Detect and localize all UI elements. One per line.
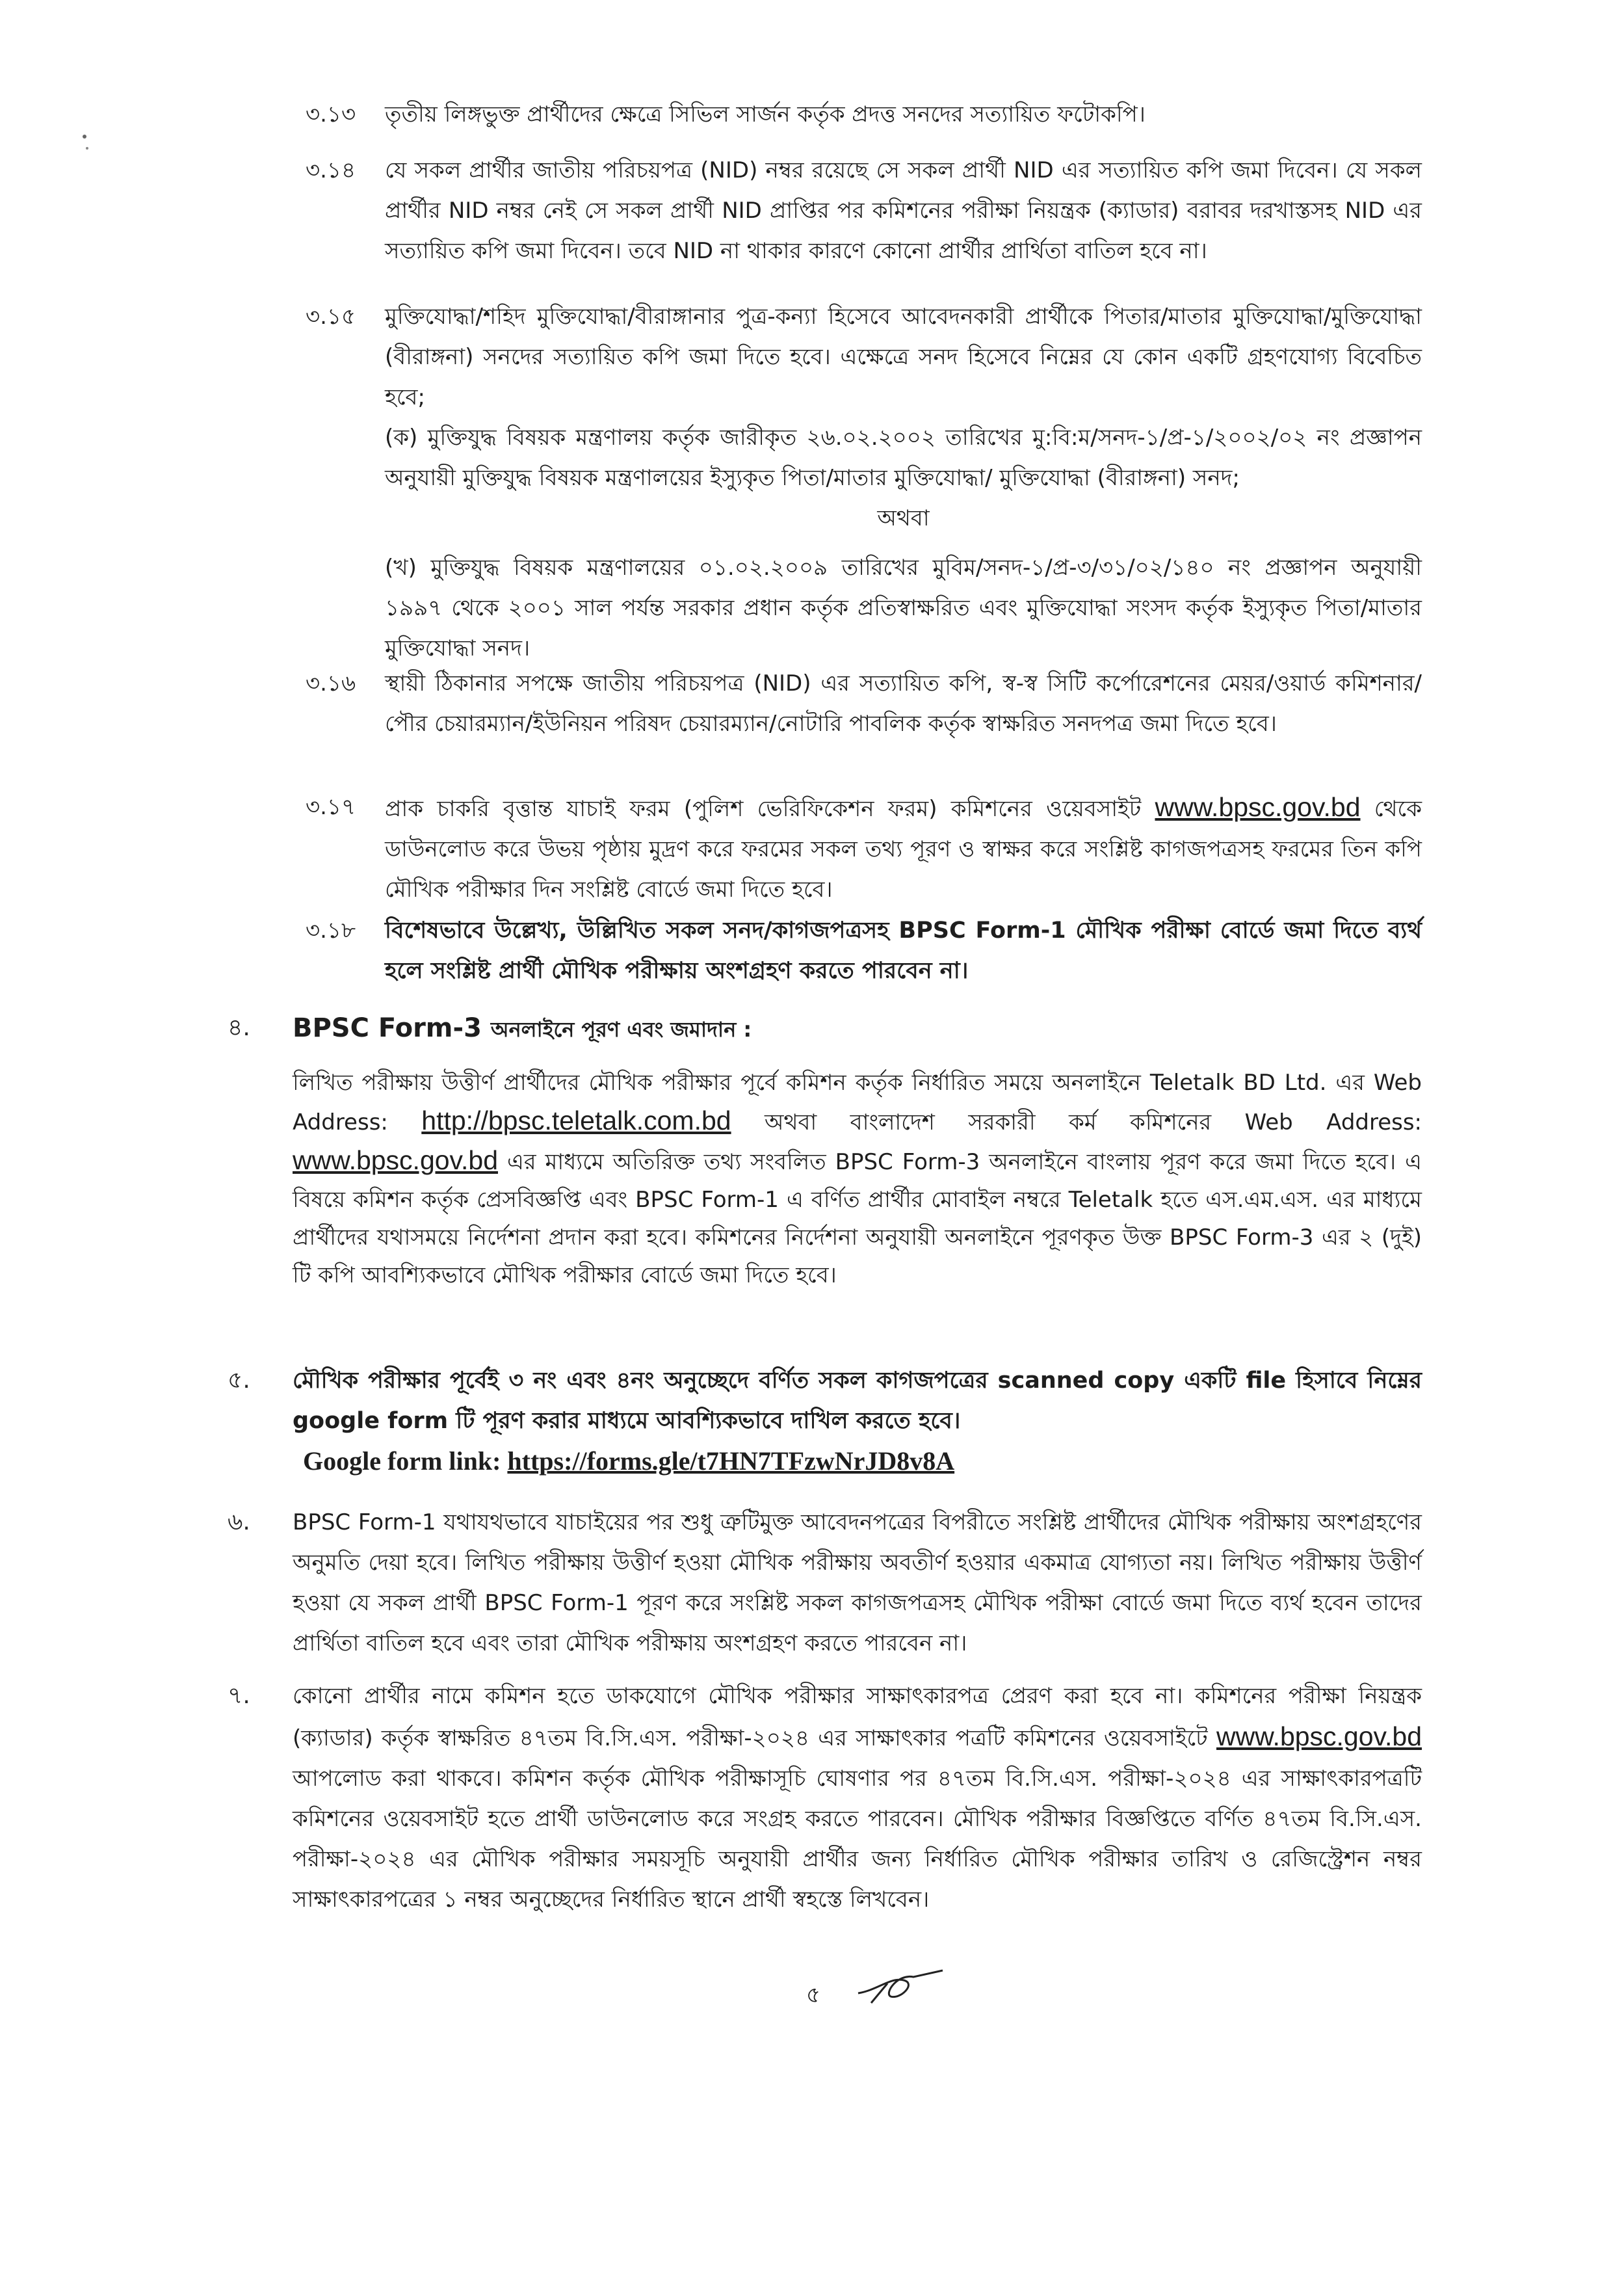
clause-sub-a: (ক) মুক্তিযুদ্ধ বিষয়ক মন্ত্রণালয় কর্তৃক জারীকৃত ২৬.০২.২০০২ তারিখের মু:বি:ম/সনদ-১/প্র-১/২০০২/০২ নং প্রজ্ঞাপন অনুযায়ী মুক্তিযুদ্ধ বিষয়ক মন্ত্রণালয়ের ইস্যুকৃত পিতা/মাতার মুক্তিযোদ্ধা/ মুক্তিযোদ্ধা (বীরাঙ্গনা) সনদ;	[385, 425, 1422, 491]
section-heading-form: BPSC Form-3	[293, 1013, 482, 1043]
clause-number: ৩.১৩	[306, 101, 356, 127]
section-heading	[293, 1008, 1422, 1050]
scan-specks	[65, 72, 104, 189]
clause-number: ৩.১৪	[306, 157, 356, 183]
section-heading-text: অনলাইনে পূরণ এবং জমাদান :	[490, 1017, 752, 1042]
google-form-line	[293, 1441, 1422, 1481]
section-7-text-block	[293, 1676, 1422, 1920]
section-4-paragraph	[293, 1064, 1422, 1294]
section-5-text-block	[293, 1360, 1422, 1481]
paragraph-text-end: এর মাধ্যমে অতিরিক্ত তথ্য সংবলিত BPSC Form-3 অনলাইনে বাংলায় পূরণ করে জমা দিতে হবে। এ বিষয়ে কমিশন কর্তৃক প্রেসবিজ্ঞপ্তি এবং BPSC Form-1 এ বর্ণিত প্রার্থীর মোবাইল নম্বরে Teletalk হতে এস.এম.এস. এর মাধ্যমে প্রার্থীদের যথাসময়ে নির্দেশনা প্রদান করা হবে। কমিশনের নির্দেশনা অনুযায়ী অনলাইনে পূরণকৃত উক্ত BPSC Form-3 এর ২ (দুই) টি কপি আবশ্যিকভাবে মৌখিক পরীক্ষার বোর্ডে জমা দিতে হবে।	[293, 1149, 1422, 1288]
page-number: ৫	[806, 1982, 821, 2008]
clause-text-cont: থেকে ডাউনলোড করে উভয় পৃষ্ঠায় মুদ্রণ করে ফরমের সকল তথ্য পূরণ ও স্বাক্ষর করে সংশ্লিষ্ট কাগজপত্রসহ ফরমের তিন কপি মৌখিক পরীক্ষার দিন সংশ্লিষ্ট বোর্ডে জমা দিতে হবে।	[385, 796, 1422, 903]
section-number: ৫.	[228, 1367, 250, 1394]
clause-number: ৩.১৮	[306, 918, 356, 944]
bpsc-link[interactable]: www.bpsc.gov.bd	[1216, 1721, 1422, 1751]
paragraph-text-cont: অথবা বাংলাদেশ সরকারী কর্ম কমিশনের Web Address:	[765, 1109, 1422, 1135]
clause-text: যে সকল প্রার্থীর জাতীয় পরিচয়পত্র (NID) নম্বর রয়েছে সে সকল প্রার্থী NID এর সত্যায়িত কপি জমা দিবেন। যে সকল প্রার্থীর NID নম্বর নেই সে সকল প্রার্থী NID প্রাপ্তির পর কমিশনের পরীক্ষা নিয়ন্ত্রক (ক্যাডার) বরাবর দরখাস্তসহ NID এর সত্যায়িত কপি জমা দিবেন। তবে NID না থাকার কারণে কোনো প্রার্থীর প্রার্থিতা বাতিল হবে না।	[385, 157, 1422, 264]
teletalk-link[interactable]: http://bpsc.teletalk.com.bd	[421, 1106, 731, 1135]
clause-sub-b: (খ) মুক্তিযুদ্ধ বিষয়ক মন্ত্রণালয়ের ০১.০২.২০০৯ তারিখের মুবিম/সনদ-১/প্র-৩/৩১/০২/১৪০ নং প্রজ্ঞাপন অনুযায়ী ১৯৯৭ থেকে ২০০১ সাল পর্যন্ত সরকার প্রধান কর্তৃক প্রতিস্বাক্ষরিত এবং মুক্তিযোদ্ধা সংসদ কর্তৃক ইস্যুকৃত পিতা/মাতার মুক্তিযোদ্ধা সনদ।	[385, 555, 1422, 661]
clause-text: বিশেষভাবে উল্লেখ্য, উল্লিখিত সকল সনদ/কাগজপত্রসহ BPSC Form-1 মৌখিক পরীক্ষা বোর্ডে জমা দিতে ব্যর্থ হলে সংশ্লিষ্ট প্রার্থী মৌখিক পরীক্ষায় অংশগ্রহণ করতে পারবেন না।	[385, 918, 1422, 984]
signature-mark	[852, 1964, 949, 2009]
bpsc-link[interactable]: www.bpsc.gov.bd	[293, 1145, 499, 1175]
section-number: ৪.	[228, 1014, 250, 1041]
clause-number: ৩.১৫	[306, 304, 356, 330]
section-7-text-cont: আপলোড করা থাকবে। কমিশন কর্তৃক মৌখিক পরীক্ষাসূচি ঘোষণার পর ৪৭তম বি.সি.এস. পরীক্ষা-২০২৪ এর সাক্ষাৎকারপত্রটি কমিশনের ওয়েবসাইট হতে প্রার্থী ডাউনলোড করে সংগ্রহ করতে পারবেন। মৌখিক পরীক্ষার বিজ্ঞপ্তিতে বর্ণিত ৪৭তম বি.সি.এস. পরীক্ষা-২০২৪ এর মৌখিক পরীক্ষার সময়সূচি অনুযায়ী প্রার্থীর জন্য নির্ধারিত মৌখিক পরীক্ষার তারিখ ও রেজিস্ট্রেশন নম্বর সাক্ষাৎকারপত্রের ১ নম্বর অনুচ্ছেদের নির্ধারিত স্থানে প্রার্থী স্বহস্তে লিখবেন।	[293, 1766, 1422, 1913]
google-form-link[interactable]: https://forms.gle/t7HN7TFzwNrJD8v8A	[507, 1446, 955, 1476]
clause-text-block	[385, 297, 1422, 669]
clause-number: ৩.১৬	[306, 670, 356, 696]
clause-text: মুক্তিযোদ্ধা/শহিদ মুক্তিযোদ্ধা/বীরাঙ্গানার পুত্র-কন্যা হিসেবে আবেদনকারী প্রার্থীকে পিতার/মাতার মুক্তিযোদ্ধা/মুক্তিযোদ্ধা (বীরাঙ্গনা) সনদের সত্যায়িত কপি জমা দিতে হবে। এক্ষেত্রে সনদ হিসেবে নিম্নের যে কোন একটি গ্রহণযোগ্য বিবেচিত হবে;	[385, 304, 1422, 410]
paragraph-text: লিখিত পরীক্ষায় উত্তীর্ণ প্রার্থীদের মৌখিক পরীক্ষার পূর্বে কমিশন কর্তৃক নির্ধারিত সময়ে অনলাইনে Teletalk BD Ltd. এর Web Address:	[293, 1070, 1422, 1135]
clause-text: প্রাক চাকরি বৃত্তান্ত যাচাই ফরম (পুলিশ ভেরিফিকেশন ফরম) কমিশনের ওয়েবসাইট	[385, 796, 1142, 822]
section-number: ৭.	[228, 1682, 250, 1709]
clause-number: ৩.১৭	[306, 794, 356, 820]
section-5-text: মৌখিক পরীক্ষার পূর্বেই ৩ নং এবং ৪নং অনুচ্ছেদে বর্ণিত সকল কাগজপত্রের scanned copy একটি file হিসাবে নিম্নের google form টি পূরণ করার মাধ্যমে আবশ্যিকভাবে দাখিল করতে হবে।	[293, 1368, 1422, 1434]
clause-text: তৃতীয় লিঙ্গভুক্ত প্রার্থীদের ক্ষেত্রে সিভিল সার্জন কর্তৃক প্রদত্ত সনদের সত্যায়িত ফটোকপি।	[385, 101, 1146, 127]
section-7-text: কোনো প্রার্থীর নামে কমিশন হতে ডাকযোগে মৌখিক পরীক্ষার সাক্ষাৎকারপত্র প্রেরণ করা হবে না। কমিশনের পরীক্ষা নিয়ন্ত্রক (ক্যাডার) কর্তৃক স্বাক্ষরিত ৪৭তম বি.সি.এস. পরীক্ষা-২০২৪ এর সাক্ষাৎকার পত্রটি কমিশনের ওয়েবসাইটে	[293, 1683, 1422, 1751]
clause-text-block	[385, 787, 1422, 910]
website-link[interactable]: www.bpsc.gov.bd	[1155, 792, 1361, 822]
clause-text: স্থায়ী ঠিকানার সপক্ষে জাতীয় পরিচয়পত্র (NID) এর সত্যায়িত কপি, স্ব-স্ব সিটি কর্পোরেশনের মেয়র/ওয়ার্ড কমিশনার/পৌর চেয়ারম্যান/ইউনিয়ন পরিষদ চেয়ারম্যান/নোটারি পাবলিক কর্তৃক স্বাক্ষরিত সনদপত্র জমা দিতে হবে।	[385, 670, 1422, 737]
google-form-label: Google form link:	[303, 1446, 501, 1476]
section-number: ৬.	[228, 1509, 250, 1535]
clause-or: অথবা	[877, 505, 930, 531]
section-6-text: BPSC Form-1 যথাযথভাবে যাচাইয়ের পর শুধু ত্রুটিমুক্ত আবেদনপত্রের বিপরীতে সংশ্লিষ্ট প্রার্থীদের মৌখিক পরীক্ষায় অংশগ্রহণের অনুমতি দেয়া হবে। লিখিত পরীক্ষায় উত্তীর্ণ হওয়া মৌখিক পরীক্ষায় অবতীর্ণ হওয়ার একমাত্র যোগ্যতা নয়। লিখিত পরীক্ষায় উত্তীর্ণ হওয়া যে সকল প্রার্থী BPSC Form-1 পূরণ করে সংশ্লিষ্ট সকল কাগজপত্রসহ মৌখিক পরীক্ষা বোর্ডে জমা দিতে ব্যর্থ হবেন তাদের প্রার্থিতা বাতিল হবে এবং তারা মৌখিক পরীক্ষায় অংশগ্রহণ করতে পারবেন না।	[293, 1509, 1422, 1656]
